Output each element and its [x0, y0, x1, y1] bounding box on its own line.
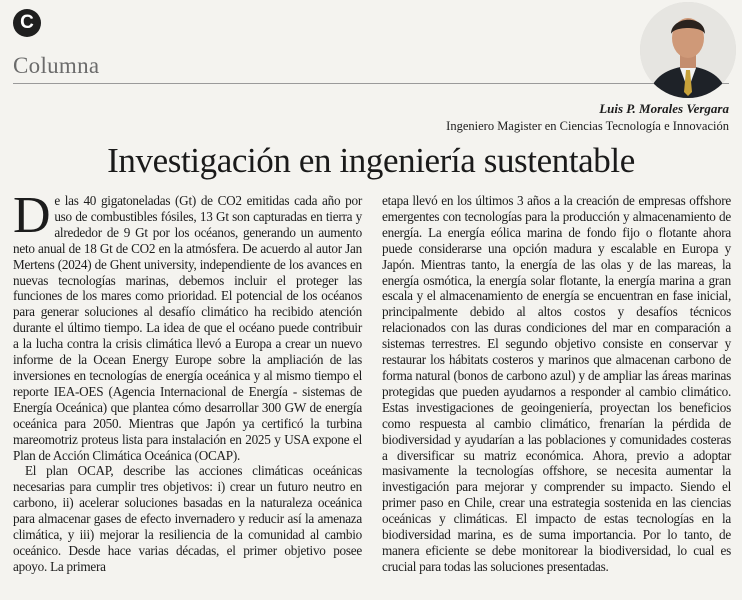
author-photo — [640, 2, 736, 98]
article-headline: Investigación en ingeniería sustentable — [107, 141, 635, 180]
article-paragraph: El plan OCAP, describe las acciones climáticas oceánicas necesarias para cumplir tres objetivos: i) crear un futuro neutro en carbono, ii) acelerar soluciones basadas en la naturaleza oceánica para almacenar gases de efecto invernadero y reducir así la amenaza climática, y iii) mejorar la resiliencia de la comunidad al cambio oceánico. Desde hace varias décadas, el primer objetivo posee apoyo. La primera — [13, 463, 362, 574]
author-portrait-icon — [640, 2, 736, 98]
paragraph-text: e las 40 gigatoneladas (Gt) de CO2 emitidas cada año por uso de combustibles fósiles, 13 Gt son capturadas en tierra y alrededor de 9 Gt por los océanos, generando un aumento neto anual de 18 Gt de CO2 en la atmósfera. De acuerdo al autor Jan Mertens (2024) de Ghent university, independiente de los avances en nuevas tecnologías marinas, debemos incluir el proteger las funciones de los mares como prioridad. El potencial de los océanos para generar soluciones al desafío climático ha recibido atención durante el último tiempo. La idea de que el océano puede contribuir a la lucha contra la crisis climática llevó a Europa a crear un nuevo informe de la Ocean Energy Europe sobre la ampliación de las inversiones en tecnologías de energía oceánica y al mismo tiempo el reporte IEA-OES (Agencia Internacional de Energía - sistemas de Energía Oceánica) que plantea cómo desarrollar 300 GW de energía oceánica para 2050. Mientras que Japón ya certificó la turbina mareomotriz proteus lista para instalación en 2025 y USA expone el Plan de Acción Climática Oceánica (OCAP). — [13, 193, 362, 463]
article-column-2 — [382, 193, 731, 575]
section-divider — [13, 83, 729, 84]
section-title: Columna — [13, 53, 100, 78]
article-column-1 — [13, 187, 362, 575]
drop-cap: D — [13, 187, 51, 244]
author-name: Luis P. Morales Vergara — [599, 101, 729, 116]
column-badge: C — [13, 9, 41, 37]
author-title: Ingeniero Magister en Ciencias Tecnología e Innovación — [446, 119, 729, 133]
article-paragraph: etapa llevó en los últimos 3 años a la creación de empresas offshore emergentes con tecnologías para la producción y almacenamiento de energía. La energía eólica marina de fondo fijo o flotante ahora puede considerarse una opción madura y escalable en Europa y Japón. Mientras tanto, la energía de las olas y de las mareas, la energía osmótica, la energía solar flotante, la energía marina a gran escala y el almacenamiento de energía se encuentran en fase inicial, principalmente debido al altos costos y desafíos técnicos relacionados con las duras condiciones del mar en comparación a sistemas terrestres. El segundo objetivo consiste en conservar y restaurar los hábitats costeros y marinos que almacenan carbono de forma natural (bonos de carbono azul) y de ampliar las áreas marinas protegidas que pueden ayudarnos a responder al cambio climático. Estas investigaciones de geoingeniería, proyectan los beneficios como respuesta al cambio climático, frenarían la pérdida de biodiversidad y ayudarían a las poblaciones y comunidades costeras a diversificar su matriz económica. Ahora, previo a adoptar masivamente la tecnologías offshore, se necesita aumentar la investigación para mejorar y comprender su impacto. Siendo el primer paso en Chile, crear una estrategia sostenida en las ciencias oceánicas y climáticas. El impacto de estas tecnologías en la biodiversidad marina, es de suma importancia. Por lo tanto, de manera eficiente se debe monitorear la biodiversidad, lo cual es crucial para todas las soluciones presentadas. — [382, 193, 731, 574]
article-paragraph — [13, 187, 362, 463]
